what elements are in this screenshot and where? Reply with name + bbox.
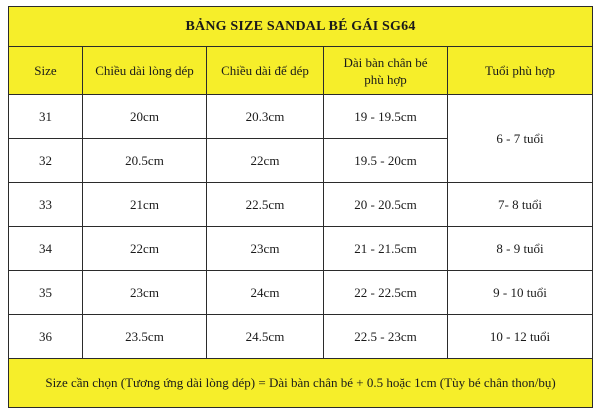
cell-age: 9 - 10 tuổi bbox=[448, 271, 593, 315]
header-size: Size bbox=[9, 47, 83, 95]
cell-sole-length: 23cm bbox=[207, 227, 324, 271]
cell-inner-length: 20cm bbox=[83, 95, 207, 139]
cell-inner-length: 23cm bbox=[83, 271, 207, 315]
cell-size: 32 bbox=[9, 139, 83, 183]
header-age: Tuổi phù hợp bbox=[448, 47, 593, 95]
cell-size: 34 bbox=[9, 227, 83, 271]
header-foot-length-label: Dài bàn chân bé phù hợp bbox=[343, 54, 428, 87]
table-row bbox=[9, 315, 593, 359]
cell-inner-length: 22cm bbox=[83, 227, 207, 271]
cell-sole-length: 24.5cm bbox=[207, 315, 324, 359]
cell-age: 10 - 12 tuổi bbox=[448, 315, 593, 359]
header-inner-length: Chiều dài lòng dép bbox=[83, 47, 207, 95]
table-title: BẢNG SIZE SANDAL BÉ GÁI SG64 bbox=[9, 7, 593, 47]
cell-foot-length: 22.5 - 23cm bbox=[324, 315, 448, 359]
cell-inner-length: 23.5cm bbox=[83, 315, 207, 359]
size-chart-sheet bbox=[8, 6, 592, 402]
cell-size: 33 bbox=[9, 183, 83, 227]
cell-foot-length: 20 - 20.5cm bbox=[324, 183, 448, 227]
cell-foot-length: 22 - 22.5cm bbox=[324, 271, 448, 315]
cell-size: 35 bbox=[9, 271, 83, 315]
cell-foot-length: 19.5 - 20cm bbox=[324, 139, 448, 183]
header-row bbox=[9, 47, 593, 95]
cell-size: 31 bbox=[9, 95, 83, 139]
cell-foot-length: 21 - 21.5cm bbox=[324, 227, 448, 271]
table-row bbox=[9, 271, 593, 315]
cell-foot-length: 19 - 19.5cm bbox=[324, 95, 448, 139]
cell-inner-length: 21cm bbox=[83, 183, 207, 227]
cell-sole-length: 20.3cm bbox=[207, 95, 324, 139]
table-row bbox=[9, 95, 593, 139]
footer-note: Size cần chọn (Tương ứng dài lòng dép) = Dài bàn chân bé + 0.5 hoặc 1cm (Tùy bé chân thon/bụ) bbox=[9, 359, 593, 408]
header-foot-length bbox=[324, 47, 448, 95]
cell-sole-length: 24cm bbox=[207, 271, 324, 315]
cell-sole-length: 22.5cm bbox=[207, 183, 324, 227]
footer-row bbox=[9, 359, 593, 408]
table-row bbox=[9, 183, 593, 227]
size-chart-table bbox=[8, 6, 593, 408]
cell-size: 36 bbox=[9, 315, 83, 359]
table-row bbox=[9, 227, 593, 271]
cell-age: 7- 8 tuổi bbox=[448, 183, 593, 227]
cell-inner-length: 20.5cm bbox=[83, 139, 207, 183]
cell-sole-length: 22cm bbox=[207, 139, 324, 183]
cell-age: 8 - 9 tuổi bbox=[448, 227, 593, 271]
cell-age-merged: 6 - 7 tuổi bbox=[448, 95, 593, 183]
title-row bbox=[9, 7, 593, 47]
header-sole-length: Chiều dài đế dép bbox=[207, 47, 324, 95]
